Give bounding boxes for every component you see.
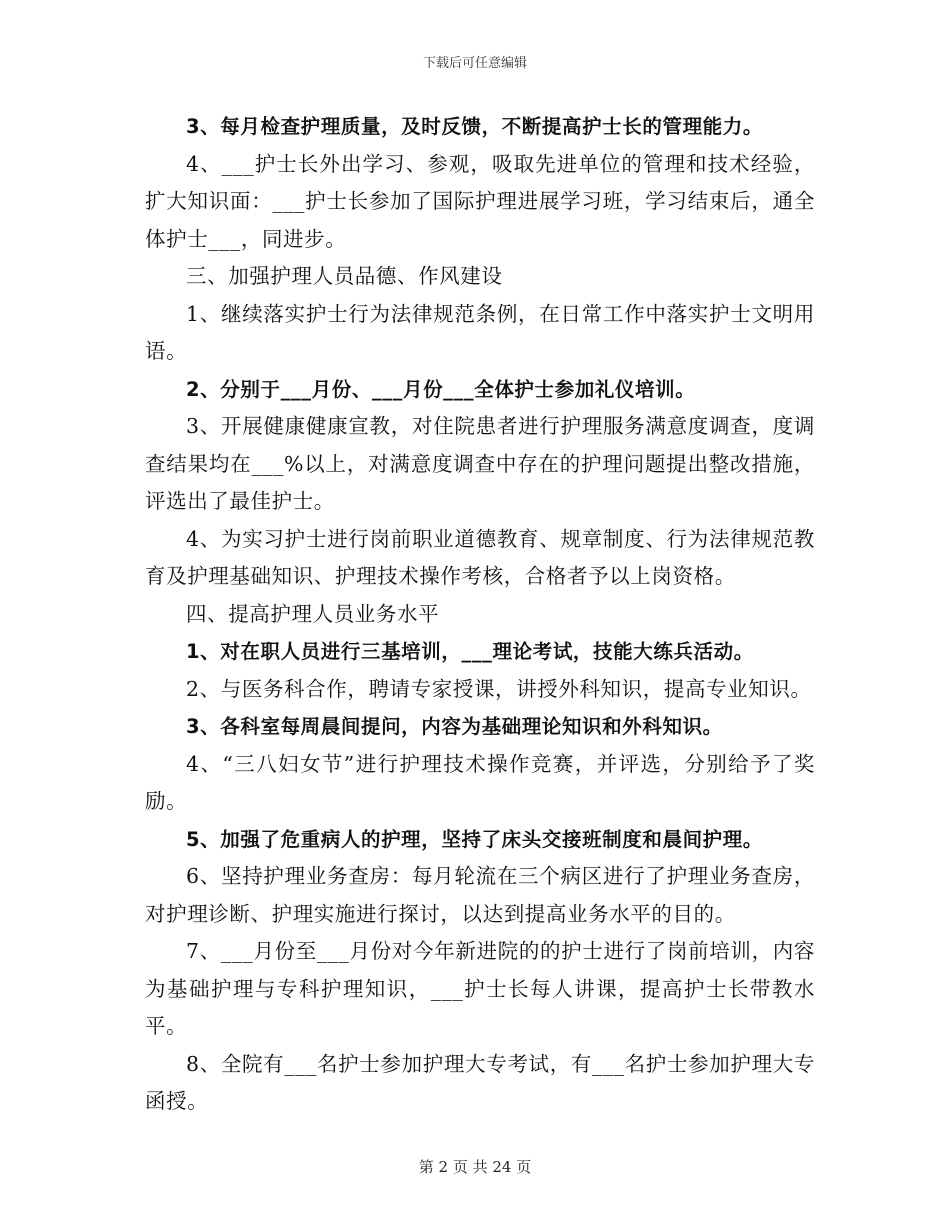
paragraph: 4、___护士长外出学习、参观，吸取先进单位的管理和技术经验，扩大知识面：___护士长参加了国际护理进展学习班，学习结束后，通全体护士___，同进步。 xyxy=(145,151,815,251)
paragraph: 3、各科室每周晨间提问，内容为基础理论知识和外科知识。 xyxy=(186,715,723,738)
paragraph: 8、全院有___名护士参加护理大专考试，有___名护士参加护理大专函授。 xyxy=(145,1051,815,1113)
paragraph: 1、继续落实护士行为法律规范条例，在日常工作中落实护士文明用语。 xyxy=(145,301,815,363)
paragraph: 5、加强了危重病人的护理，坚持了床头交接班制度和晨间护理。 xyxy=(186,827,763,851)
document-body xyxy=(145,108,815,1121)
page-header: 下载后可任意编辑 xyxy=(422,56,527,71)
paragraph: 2、与医务科合作，聘请专家授课，讲授外科知识，提高专业知识。 xyxy=(186,676,812,701)
paragraph: 4、为实习护士进行岗前职业道德教育、规章制度、行为法律规范教育及护理基础知识、护理技术操作考核，合格者予以上岗资格。 xyxy=(145,526,815,588)
paragraph: 6、坚持护理业务查房：每月轮流在三个病区进行了护理业务查房，对护理诊断、护理实施进行探讨，以达到提高业务水平的目的。 xyxy=(145,864,815,926)
paragraph: 3、每月检查护理质量，及时反馈，不断提高护士长的管理能力。 xyxy=(186,115,763,138)
paragraph: 7、___月份至___月份对今年新进院的的护士进行了岗前培训，内容为基础护理与专科护理知识，___护士长每人讲课，提高护士长带教水平。 xyxy=(145,939,815,1038)
paragraph: 1、对在职人员进行三基培训，___理论考试，技能大练兵活动。 xyxy=(186,640,754,663)
paragraph: 3、开展健康健康宣教，对住院患者进行护理服务满意度调查，度调查结果均在___%以上，对满意度调查中存在的护理问题提出整改措施，评选出了最佳护士。 xyxy=(145,414,815,513)
section-heading: 四、提高护理人员业务水平 xyxy=(186,601,440,626)
page-footer: 第 2 页 共 24 页 xyxy=(418,1158,532,1176)
paragraph: 2、分别于___月份、___月份___全体护士参加礼仪培训。 xyxy=(186,377,696,401)
paragraph: 4、“三八妇女节”进行护理技术操作竞赛，并评选，分别给予了奖励。 xyxy=(145,751,815,813)
section-heading: 三、加强护理人员品德、作风建设 xyxy=(186,264,503,288)
